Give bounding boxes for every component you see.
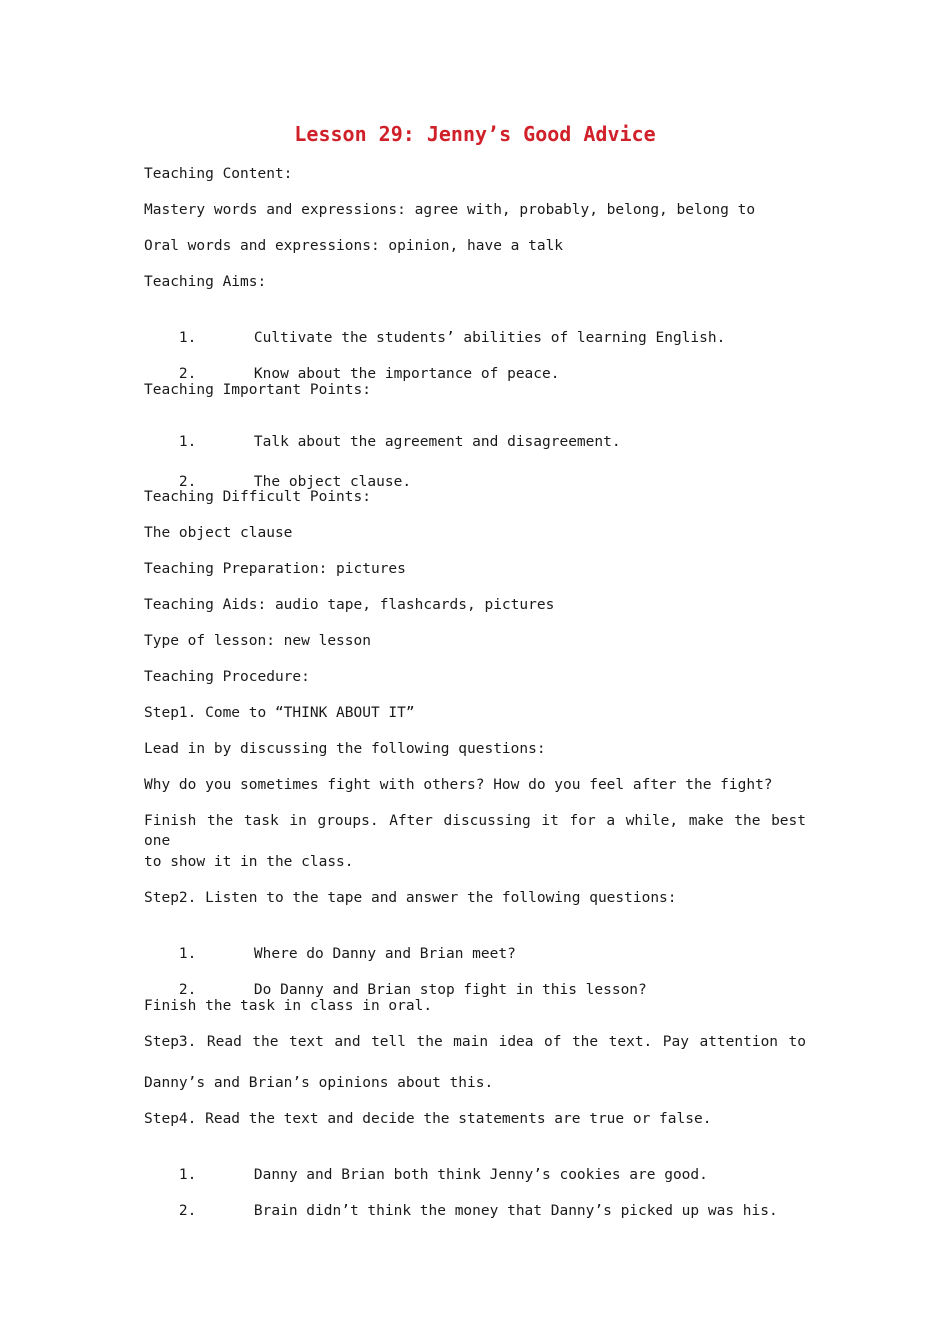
step1-heading: Step1. Come to “THINK ABOUT IT” [144, 705, 415, 721]
teaching-aids: Teaching Aids: audio tape, flashcards, pictures [144, 597, 555, 613]
important-points-label: Teaching Important Points: [144, 382, 371, 398]
difficult-points-label: Teaching Difficult Points: [144, 489, 371, 505]
step4-heading: Step4. Read the text and decide the statements are true or false. [144, 1111, 712, 1127]
aim-number: 1. [178, 330, 197, 346]
question-text: Where do Danny and Brian meet? [253, 946, 516, 962]
lesson-type: Type of lesson: new lesson [144, 633, 371, 649]
aim-text: Know about the importance of peace. [253, 366, 560, 382]
discussion-questions: Why do you sometimes fight with others? How do you feel after the fight? [144, 777, 773, 793]
statement-text: Brain didn’t think the money that Danny’s picked up was his. [253, 1203, 778, 1219]
teaching-aims-label: Teaching Aims: [144, 274, 267, 290]
step4-statement [144, 1181, 778, 1241]
oral-task-text: Finish the task in class in oral. [144, 998, 433, 1014]
teaching-preparation: Teaching Preparation: pictures [144, 561, 406, 577]
step3-heading: Step3. Read the text and tell the main idea of the text. Pay attention to [144, 1034, 806, 1050]
aim-number: 2. [178, 366, 197, 382]
lead-in-text: Lead in by discussing the following questions: [144, 741, 546, 757]
step3-continued: Danny’s and Brian’s opinions about this. [144, 1075, 494, 1091]
oral-words: Oral words and expressions: opinion, have a talk [144, 238, 564, 254]
important-point-text: The object clause. [253, 474, 412, 490]
lesson-title: Lesson 29: Jenny’s Good Advice [294, 122, 656, 146]
group-task-text-continued: to show it in the class. [144, 854, 354, 870]
difficult-point: The object clause [144, 525, 293, 541]
question-text: Do Danny and Brian stop fight in this lesson? [253, 982, 647, 998]
mastery-words: Mastery words and expressions: agree with, probably, belong, belong to [144, 202, 756, 218]
important-point-number: 2. [178, 474, 197, 490]
aim-text: Cultivate the students’ abilities of learning English. [253, 330, 726, 346]
important-point-number: 1. [178, 434, 197, 450]
question-number: 2. [178, 982, 197, 998]
statement-text: Danny and Brian both think Jenny’s cookies are good. [253, 1167, 708, 1183]
important-point-text: Talk about the agreement and disagreement. [253, 434, 621, 450]
group-task-text: Finish the task in groups. After discussing it for a while, make the best one [144, 813, 806, 849]
procedure-label: Teaching Procedure: [144, 669, 310, 685]
step2-heading: Step2. Listen to the tape and answer the following questions: [144, 890, 677, 906]
statement-number: 1. [178, 1167, 197, 1183]
question-number: 1. [178, 946, 197, 962]
statement-number: 2. [178, 1203, 197, 1219]
teaching-content-label: Teaching Content: [144, 166, 293, 182]
